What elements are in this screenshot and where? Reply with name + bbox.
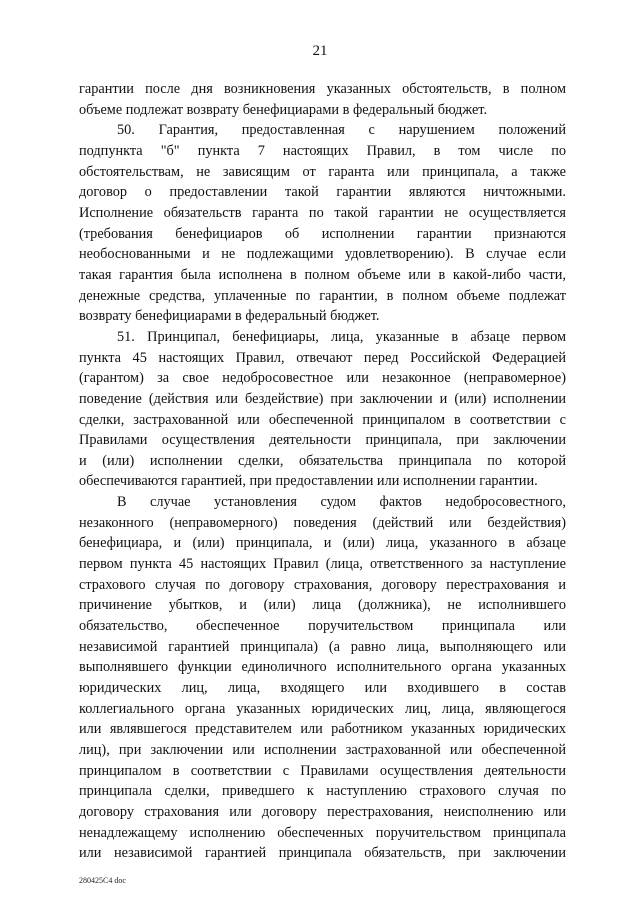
- text-line: возврату бенефициарами в федеральный бюджет.: [79, 308, 380, 325]
- text-line: поведение (действия или бездействие) при заключении и (или) исполнении: [79, 390, 566, 407]
- text-line: (требования бенефициаров об исполнении гарантии признаются: [79, 225, 566, 242]
- text-line: коллегиального органа указанных юридических лиц, лица, являющегося: [79, 700, 566, 717]
- text-line: необоснованными и не подлежащими удовлетворению). В случае если: [79, 246, 566, 263]
- text-line: или независимой гарантией принципала обязательств, при заключении: [79, 845, 566, 862]
- text-line: гарантии после дня возникновения указанных обстоятельств, в полном: [79, 81, 566, 97]
- text-line: пункта 45 настоящих Правил, отвечают перед Российской Федерацией: [79, 349, 566, 366]
- text-line: договору страхования или договору перестрахования, неисполнению или: [79, 803, 566, 820]
- text-line: обстоятельствам, не зависящим от гаранта или принципала, а также: [79, 163, 566, 180]
- text-line: лиц), при заключении или исполнении застрахованной или обеспеченной: [79, 742, 566, 758]
- text-line: обязательство, обеспеченное поручительством принципала или: [79, 618, 566, 635]
- text-line: или являвшегося представителем или работником указанных юридических: [79, 721, 566, 738]
- text-line: договор о предоставлении такой гарантии являются ничтожными.: [79, 184, 566, 201]
- document-body: [79, 79, 566, 864]
- text-line: ненадлежащему исполнению обеспеченных поручительством принципала: [79, 824, 566, 841]
- text-line: объеме подлежат возврату бенефициарами в федеральный бюджет.: [79, 101, 488, 118]
- text-line: независимой гарантией принципала) (а равно лица, выполняющего или: [79, 638, 566, 655]
- text-line: причинение убытков, и (или) лица (должника), не исполнившего: [79, 597, 566, 614]
- text-line: бенефициара, и (или) принципала, и (или) лица, указанного в абзаце: [79, 535, 566, 552]
- footer-file-code: 280425C4 doc: [79, 876, 126, 885]
- text-line: (гарантом) за свое недобросовестное или незаконное (неправомерное): [79, 370, 566, 387]
- text-line: денежные средства, уплаченные по гарантии, в полном объеме подлежат: [79, 287, 566, 304]
- text-line: принципалом в соответствии с Правилами осуществления деятельности: [79, 762, 566, 779]
- text-line: страхового случая по договору страхования, договору перестрахования и: [79, 576, 566, 593]
- text-line: обеспечиваются гарантией, при предоставлении или исполнении гарантии.: [79, 473, 538, 490]
- text-line: В случае установления судом фактов недобросовестного,: [117, 494, 566, 511]
- text-line: Правилами осуществления деятельности принципала, при заключении: [79, 432, 566, 449]
- text-line: Исполнение обязательств гаранта по такой гарантии не осуществляется: [79, 204, 566, 221]
- text-line: сделки, застрахованной или обеспеченной принципалом в соответствии с: [79, 411, 566, 428]
- text-line: выполнявшего функции единоличного исполнительного органа указанных: [79, 659, 566, 676]
- text-line: такая гарантия была исполнена в полном объеме или в какой-либо части,: [79, 266, 566, 283]
- text-line: первом пункта 45 настоящих Правил (лица, ответственного за наступление: [79, 556, 566, 573]
- text-line: юридических лиц, лица, входящего или входившего в состав: [79, 680, 566, 697]
- text-line: незаконного (неправомерного) поведения (действий или бездействия): [79, 514, 566, 531]
- text-line: 51. Принципал, бенефициары, лица, указанные в абзаце первом: [117, 328, 566, 345]
- page-number: 21: [312, 43, 328, 59]
- text-line: и (или) исполнении сделки, обязательства принципала по которой: [79, 452, 566, 469]
- text-line: принципала сделки, приведшего к наступлению страхового случая по: [79, 783, 566, 800]
- text-line: подпункта "б" пункта 7 настоящих Правил, в том числе по: [79, 142, 566, 159]
- text-line: 50. Гарантия, предоставленная с нарушением положений: [117, 122, 566, 139]
